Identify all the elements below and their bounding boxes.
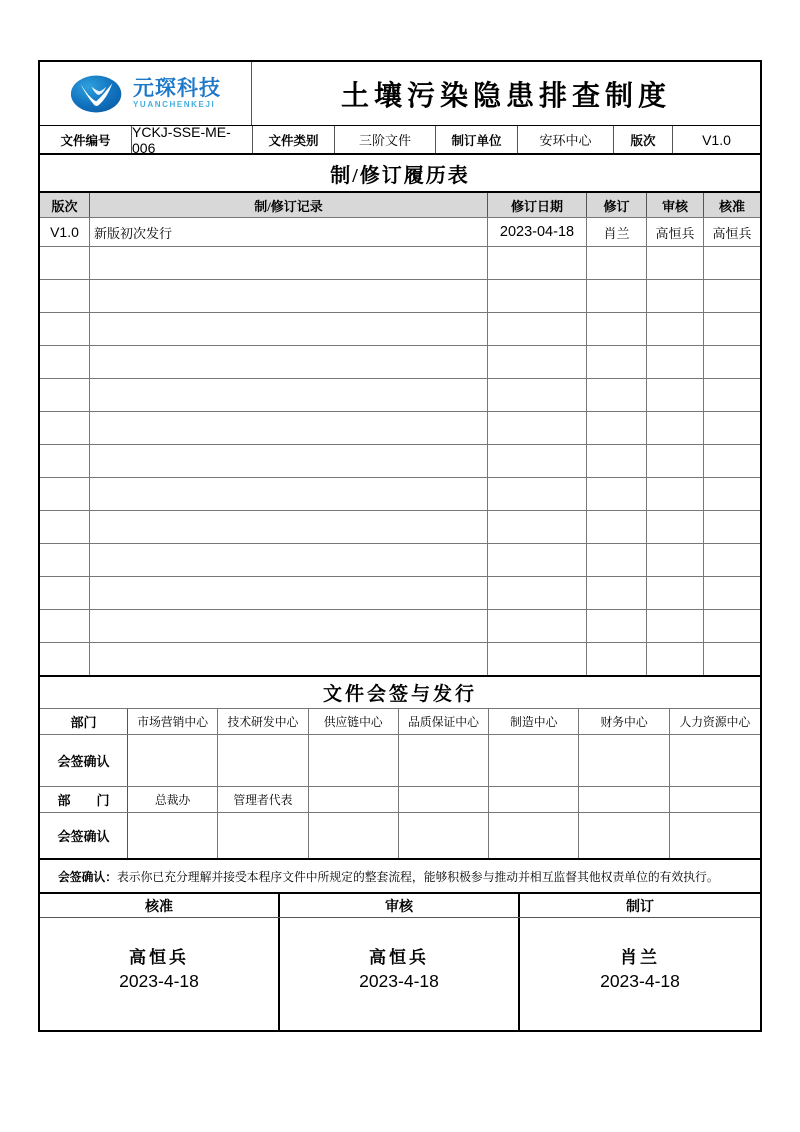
revision-cell-empty: [587, 511, 647, 543]
col-header-record: 制/修订记录: [90, 193, 488, 217]
doc-number-value: YCKJ-SSE-ME-006: [132, 126, 253, 153]
doc-version-value: V1.0: [702, 131, 731, 148]
revision-cell-empty: [40, 643, 90, 675]
revision-cell-empty: [488, 412, 587, 444]
department-cell: 制造中心: [489, 709, 579, 734]
signoff-section-title: 文件会签与发行: [40, 675, 760, 708]
confirm-cell-empty: [218, 735, 308, 786]
revision-cell-empty: [647, 412, 704, 444]
revision-row-empty: [40, 378, 760, 411]
revision-cell-empty: [647, 478, 704, 510]
revision-cell-empty: [40, 544, 90, 576]
revision-cell-empty: [90, 313, 488, 345]
revision-cell-empty: [587, 610, 647, 642]
signature-name: 高恒兵: [369, 947, 429, 967]
revision-cell-empty: [647, 445, 704, 477]
doc-number-label: 文件编号: [40, 126, 132, 153]
approval-signature-cell: [520, 918, 760, 1030]
revision-cell-empty: [90, 643, 488, 675]
revision-cell-empty: [704, 544, 760, 576]
revision-cell-empty: [488, 280, 587, 312]
signature-date: 2023-4-18: [600, 970, 680, 991]
revision-cell-empty: [40, 445, 90, 477]
department-cell: 总裁办: [128, 787, 218, 812]
confirm-cell-empty: [309, 735, 399, 786]
doc-unit-label: 制订单位: [436, 126, 518, 153]
confirm-cell-empty: [670, 813, 760, 858]
revision-cell-reviewer: 高恒兵: [647, 218, 704, 246]
revision-cell-empty: [647, 379, 704, 411]
department-cell: [670, 787, 760, 812]
revision-cell-empty: [488, 346, 587, 378]
revision-row-empty: [40, 609, 760, 642]
confirm-cell-empty: [399, 735, 489, 786]
revision-cell-empty: [587, 379, 647, 411]
revision-row-empty: [40, 279, 760, 312]
signature-date: 2023-4-18: [119, 970, 199, 991]
revision-cell-empty: [587, 577, 647, 609]
revision-cell-empty: [40, 511, 90, 543]
revision-cell-empty: [647, 280, 704, 312]
department-cell: [309, 787, 399, 812]
signoff-confirm-2-label: 会签确认: [40, 813, 128, 858]
revision-cell-empty: [488, 610, 587, 642]
revision-cell-empty: [40, 412, 90, 444]
revision-row-empty: [40, 312, 760, 345]
logo-name-en: YUANCHENKEJI: [133, 100, 216, 109]
revision-cell-empty: [704, 478, 760, 510]
confirm-cell-empty: [128, 813, 218, 858]
department-cell: 技术研发中心: [218, 709, 308, 734]
logo-wordmark: [133, 78, 221, 109]
revision-cell-empty: [488, 643, 587, 675]
revision-cell-empty: [647, 610, 704, 642]
revision-cell-empty: [704, 313, 760, 345]
company-logo: [40, 62, 252, 125]
revision-cell-empty: [90, 544, 488, 576]
revision-cell-empty: [90, 379, 488, 411]
revision-cell-date: 2023-04-18: [488, 218, 587, 246]
revision-cell-empty: [587, 478, 647, 510]
revision-cell-empty: [488, 511, 587, 543]
revision-row-empty: [40, 576, 760, 609]
revision-cell-empty: [40, 280, 90, 312]
department-cell: [399, 787, 489, 812]
document-info-row: [40, 125, 760, 153]
col-header-date: 修订日期: [488, 193, 587, 217]
revision-cell-empty: [704, 610, 760, 642]
revision-cell-empty: [587, 346, 647, 378]
revision-cell-empty: [488, 313, 587, 345]
approval-signature-cell: [40, 918, 280, 1030]
revision-row-empty: [40, 642, 760, 675]
signature-name: 肖兰: [620, 947, 660, 967]
revision-cell-empty: [587, 412, 647, 444]
logo-name-cn: 元琛科技: [133, 77, 221, 100]
revision-cell-empty: [704, 280, 760, 312]
revision-cell-empty: [488, 544, 587, 576]
doc-unit-value: 安环中心: [518, 126, 614, 153]
department-cell: [489, 787, 579, 812]
revision-cell-empty: [704, 445, 760, 477]
confirm-cell-empty: [399, 813, 489, 858]
revision-cell-empty: [90, 445, 488, 477]
doc-category-value: 三阶文件: [335, 126, 436, 153]
department-cell: [579, 787, 669, 812]
revision-cell-empty: [647, 643, 704, 675]
revision-cell-empty: [647, 544, 704, 576]
revision-cell-empty: [40, 478, 90, 510]
revision-cell-empty: [647, 511, 704, 543]
revision-cell-approver: 高恒兵: [712, 225, 752, 241]
doc-category-label: 文件类别: [253, 126, 335, 153]
revision-cell-empty: [647, 247, 704, 279]
revision-row-empty: [40, 477, 760, 510]
doc-version-label: 版次: [614, 126, 673, 153]
confirm-cell-empty: [309, 813, 399, 858]
revision-section-title: 制/修订履历表: [40, 153, 760, 191]
revision-row: [40, 217, 760, 246]
revision-cell-empty: [90, 478, 488, 510]
revision-cell-version: V1.0: [40, 218, 90, 246]
revision-cell-empty: [704, 379, 760, 411]
revision-cell-empty: [40, 346, 90, 378]
department-cell: 市场营销中心: [128, 709, 218, 734]
approval-header-row: [40, 892, 760, 917]
revision-row-empty: [40, 444, 760, 477]
revision-cell-empty: [587, 643, 647, 675]
revision-cell-empty: [704, 247, 760, 279]
revision-row-empty: [40, 510, 760, 543]
revision-cell-empty: [488, 379, 587, 411]
revision-cell-empty: [90, 577, 488, 609]
revision-cell-record: 新版初次发行: [90, 218, 488, 246]
signoff-confirm-row-2: [40, 812, 760, 858]
department-cell: 品质保证中心: [399, 709, 489, 734]
revision-table-header: [40, 191, 760, 217]
revision-cell-empty: [704, 412, 760, 444]
confirm-cell-empty: [579, 735, 669, 786]
revision-cell-empty: [90, 412, 488, 444]
revision-row-empty: [40, 345, 760, 378]
revision-cell-empty: [587, 544, 647, 576]
revision-cell-empty: [647, 313, 704, 345]
col-header-version: 版次: [40, 193, 90, 217]
document-sheet: [38, 60, 762, 1032]
department-cell: 人力资源中心: [679, 715, 751, 729]
revision-table-body: [40, 217, 760, 675]
revision-cell-empty: [587, 445, 647, 477]
revision-cell-reviser: 肖兰: [587, 218, 647, 246]
department-row-2-label: 部 门: [40, 787, 128, 812]
revision-cell-empty: [704, 577, 760, 609]
revision-cell-empty: [90, 511, 488, 543]
revision-cell-empty: [647, 346, 704, 378]
revision-cell-empty: [704, 346, 760, 378]
signoff-confirm-1-label: 会签确认: [40, 735, 128, 786]
signature-date: 2023-4-18: [359, 970, 439, 991]
col-header-reviewer: 审核: [647, 193, 704, 217]
revision-cell-empty: [647, 577, 704, 609]
revision-cell-empty: [587, 247, 647, 279]
revision-row-empty: [40, 543, 760, 576]
department-cell: 供应链中心: [309, 709, 399, 734]
revision-cell-empty: [40, 577, 90, 609]
revision-cell-empty: [704, 643, 760, 675]
document-header: [40, 62, 760, 125]
revision-cell-empty: [587, 280, 647, 312]
signoff-note-text: 表示你已充分理解并接受本程序文件中所规定的整套流程，能够积极参与推动并相互监督其他权责单位的有效执行。: [117, 869, 719, 884]
confirm-cell-empty: [218, 813, 308, 858]
revision-cell-empty: [90, 247, 488, 279]
approval-column-header: 制订: [626, 899, 654, 915]
logo-globe-swoosh-icon: [70, 74, 124, 114]
department-row-2: [40, 786, 760, 812]
department-row-1: [40, 708, 760, 734]
confirm-cell-empty: [579, 813, 669, 858]
revision-row-empty: [40, 411, 760, 444]
confirm-cell-empty: [489, 735, 579, 786]
confirm-cell-empty: [670, 735, 760, 786]
revision-cell-empty: [40, 313, 90, 345]
revision-cell-empty: [488, 445, 587, 477]
approval-column-header: 审核: [280, 894, 520, 917]
revision-cell-empty: [90, 280, 488, 312]
signature-name: 高恒兵: [129, 947, 189, 967]
revision-cell-empty: [40, 610, 90, 642]
confirm-cell-empty: [489, 813, 579, 858]
approval-column-header: 核准: [40, 894, 280, 917]
signoff-confirm-row-1: [40, 734, 760, 786]
revision-cell-empty: [90, 610, 488, 642]
document-title: 土壤污染隐患排查制度: [340, 80, 671, 112]
department-cell: 财务中心: [579, 709, 669, 734]
confirm-cell-empty: [128, 735, 218, 786]
col-header-reviser: 修订: [587, 193, 647, 217]
signoff-note: [40, 858, 760, 892]
approval-signature-cell: [280, 918, 520, 1030]
revision-row-empty: [40, 246, 760, 279]
department-row-1-label: 部门: [40, 709, 128, 734]
approval-signature-row: [40, 917, 760, 1030]
department-cell: 管理者代表: [218, 787, 308, 812]
revision-cell-empty: [90, 346, 488, 378]
revision-cell-empty: [488, 247, 587, 279]
revision-cell-empty: [704, 511, 760, 543]
revision-cell-empty: [488, 577, 587, 609]
revision-cell-empty: [40, 379, 90, 411]
revision-cell-empty: [40, 247, 90, 279]
signoff-note-label: 会签确认：: [58, 869, 117, 884]
revision-cell-empty: [488, 478, 587, 510]
revision-cell-empty: [587, 313, 647, 345]
col-header-approver: 核准: [718, 198, 745, 214]
